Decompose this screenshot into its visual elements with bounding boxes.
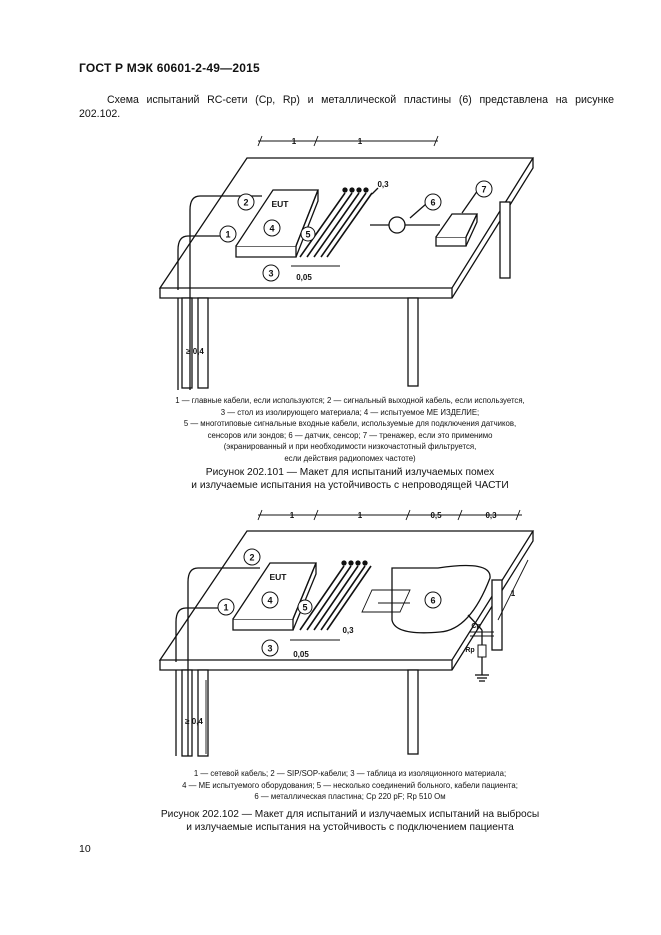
fig1-label-5: 5 (305, 229, 311, 240)
fig1-label-1: 1 (225, 229, 231, 240)
fig2-dim-005: 0,05 (293, 650, 309, 659)
intro-paragraph (79, 93, 614, 121)
fig2-caption-line: Рисунок 202.102 — Макет для испытаний и излучаемых испытаний на выбросы (160, 809, 540, 820)
fig2-legend-line: 1 — сетевой кабель; 2 — SIP/SOP-кабели; 3 — таблица из изоляционного материала; (193, 769, 507, 778)
fig1-label-3: 3 (268, 268, 274, 279)
fig1-label-2: 2 (243, 197, 249, 208)
fig2-label-1: 1 (223, 602, 229, 613)
rp-resistor (478, 645, 486, 657)
fig1-caption-line: и излучаемые испытания на устойчивость с непроводящей ЧАСТИ (191, 480, 509, 491)
fig2-legend-line: 6 — металлическая пластина; Cp 220 pF; Rp 510 Ом (254, 792, 446, 801)
figure2-legend (140, 768, 560, 803)
fig2-top-dim-3: 0,5 (430, 511, 442, 520)
fig2-side-dim: 1 (510, 589, 516, 598)
document-header: ГОСТ Р МЭК 60601-2-49—2015 (79, 61, 260, 75)
sensor-circle (389, 217, 405, 233)
fig1-caption-line: Рисунок 202.101 — Макет для испытаний излучаемых помех (205, 467, 495, 478)
fig1-legend-line: 1 — главные кабели, если используются; 2 — сигнальный выходной кабель, если используется, (175, 396, 525, 405)
fig1-dim-03: 0,3 (377, 180, 389, 189)
fig1-label-4: 4 (269, 223, 275, 234)
fig1-label-6: 6 (430, 197, 436, 208)
fig2-dim-03: 0,3 (342, 626, 354, 635)
figure2-caption (140, 808, 560, 834)
fig2-dim-04: ≥ 0,4 (185, 717, 203, 726)
figure1-caption (140, 466, 560, 492)
fig2-caption-line: и излучаемые испытания на устойчивость с подключением пациента (186, 822, 514, 833)
fig1-eut-label: EUT (271, 199, 289, 209)
fig2-top-dim-4: 0,3 (485, 511, 497, 520)
intro-line-1: Схема испытаний RC-сети (Cp, Rp) и металлической пластины (6) представлена на рисунке (107, 94, 614, 106)
fig1-legend-line: (экранированный и при необходимости низкочастотный фильтруется, (223, 442, 477, 451)
fig1-legend-line: если действия радиопомех частоте) (284, 453, 416, 463)
figure-202-101-diagram (0, 125, 661, 395)
fig1-label-7: 7 (481, 184, 487, 195)
fig2-eut-label: EUT (269, 572, 287, 582)
fig2-legend-line: 4 — МЕ испытуемого оборудования; 5 — несколько соединений больного, кабели пациента; (182, 780, 518, 790)
fig2-top-dim-2: 1 (357, 511, 363, 520)
fig1-legend-line: сенсоров или зондов; 6 — датчик, сенсор; 7 — тренажер, если это применимо (207, 430, 493, 440)
fig2-label-5: 5 (302, 602, 308, 613)
fig2-label-6: 6 (430, 595, 436, 606)
fig1-top-dim-1: 1 (291, 137, 297, 146)
fig2-label-2: 2 (249, 552, 255, 563)
figure-202-102-diagram (0, 497, 661, 759)
fig1-dim-04: ≥ 0,4 (186, 347, 204, 356)
fig2-cp-label: Cp (471, 623, 481, 630)
page-number: 10 (79, 843, 91, 855)
fig2-top-dim-1: 1 (289, 511, 295, 520)
fig1-legend-line: 3 — стол из изолирующего материала; 4 — испытуемое МЕ ИЗДЕЛИЕ; (220, 407, 480, 417)
fig2-label-4: 4 (267, 595, 273, 606)
fig1-top-dim-2: 1 (357, 137, 363, 146)
intro-line-2: 202.102. (79, 108, 121, 120)
fig1-dim-005: 0,05 (296, 273, 312, 282)
fig2-rp-label: Rp (465, 647, 475, 654)
figure1-legend (140, 395, 560, 464)
fig2-label-3: 3 (267, 643, 273, 654)
fig1-legend-line: 5 — многотиповые сигнальные входные кабели, используемые для подключения датчиков, (183, 419, 517, 428)
